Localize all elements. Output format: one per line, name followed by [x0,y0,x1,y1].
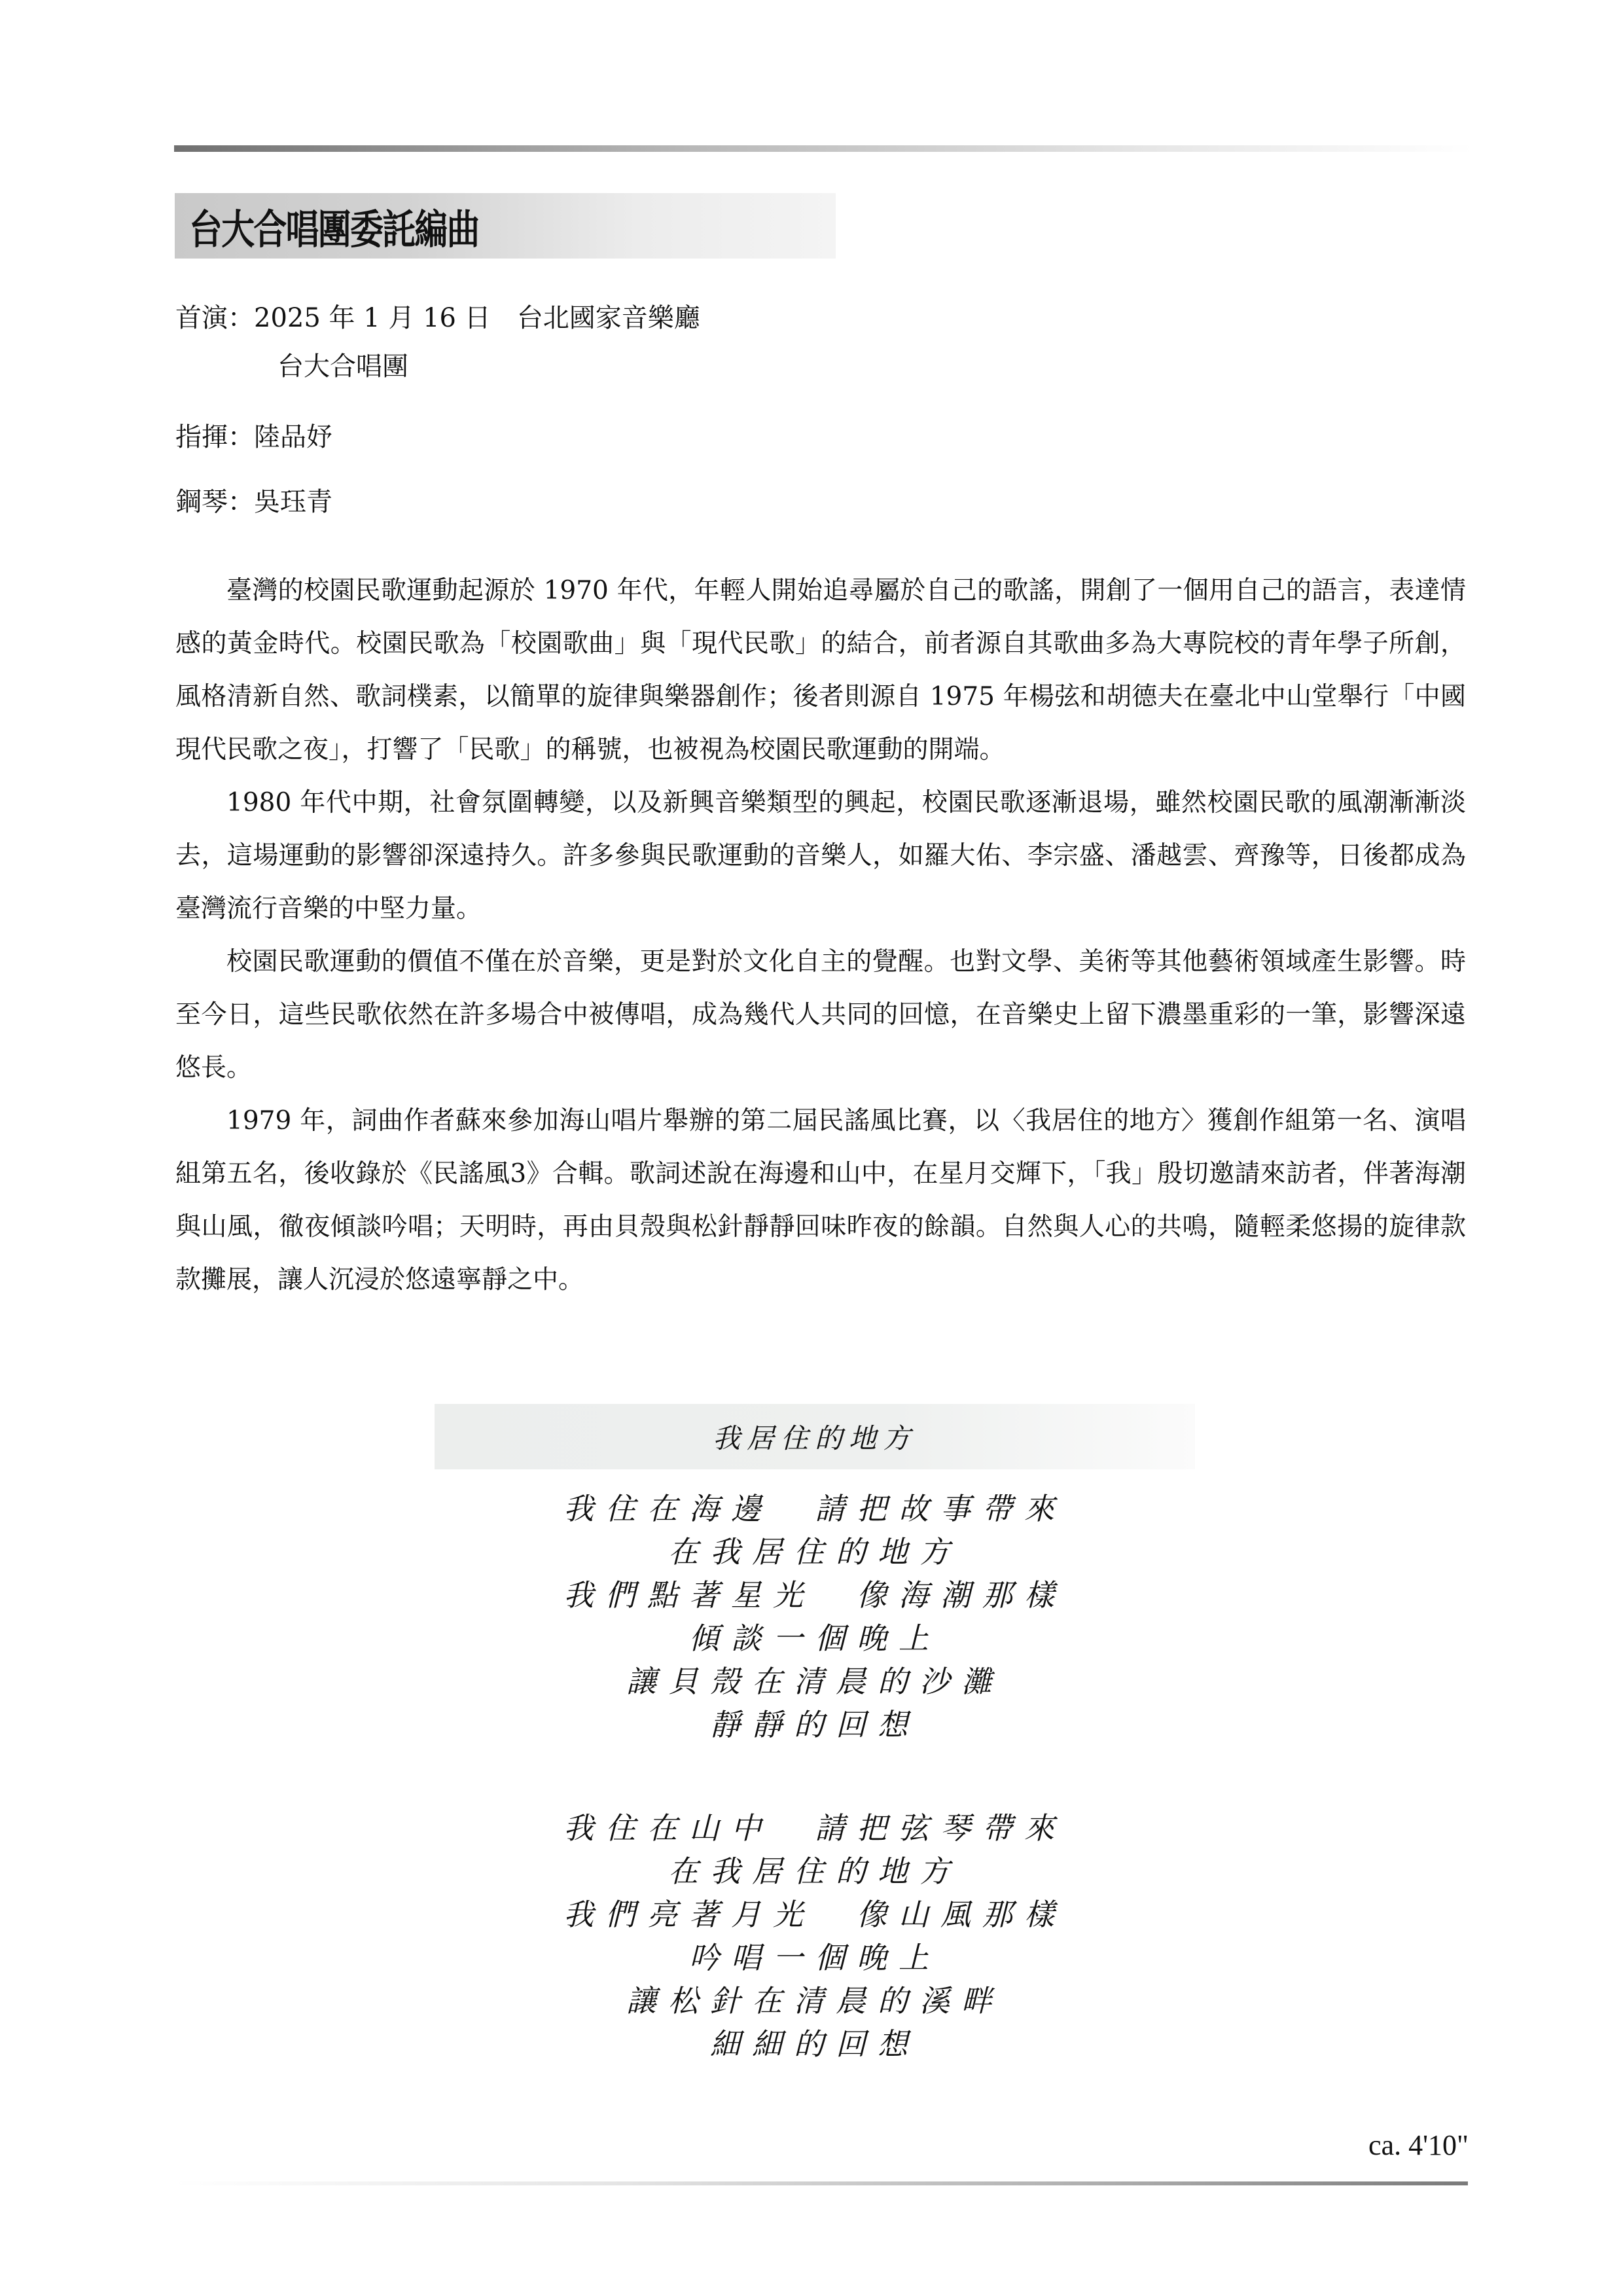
lyric-line: 我們點著星光 像海潮那樣 [563,1577,1066,1613]
premiere-info [175,305,700,331]
conductor-info [175,424,332,450]
duration-label: ca. 4'10" [1368,2129,1469,2161]
lyric-line: 在我居住的地方 [668,1534,961,1570]
conductor-label: 指揮： [175,422,254,452]
lyric-line: 讓松針在清晨的溪畔 [626,1983,1003,2018]
lyric-line: 吟唱一個晚上 [689,1940,940,1975]
paragraph: 1980 年代中期，社會氛圍轉變，以及新興音樂類型的興起，校園民歌逐漸退場，雖然校園民歌的風潮漸漸淡去，這場運動的影響卻深遠持久。許多參與民歌運動的音樂人，如羅大佑、李宗盛、潘越雲、齊豫等，日後都成為臺灣流行音樂的中堅力量。 [175,788,1466,924]
premiere-label: 首演： [175,303,254,333]
piano-label: 鋼琴： [175,487,254,517]
lyrics-stanza-1 [435,1487,1195,1746]
lyric-line: 我住在山中 請把弦琴帶來 [563,1810,1066,1846]
lyrics-title: 我居住的地方 [712,1422,917,1454]
lyric-line: 在我居住的地方 [668,1854,961,1889]
lyric-line: 細細的回想 [710,2026,919,2062]
lyric-line: 傾談一個晚上 [689,1621,940,1656]
lyrics-stanza-2 [435,1806,1195,2066]
top-divider-rule [174,145,1473,152]
premiere-date-venue: 2025 年 1 月 16 日 台北國家音樂廳 [254,303,700,333]
lyric-line: 我住在海邊 請把故事帶來 [563,1491,1066,1526]
lyric-line: 讓貝殼在清晨的沙灘 [626,1664,1003,1699]
pianist-name: 吳珏青 [254,487,332,517]
paragraph: 臺灣的校園民歌運動起源於 1970 年代，年輕人開始追尋屬於自己的歌謠，開創了一個用自己的語言，表達情感的黃金時代。校園民歌為「校園歌曲」與「現代民歌」的結合，前者源自其歌曲多為大專院校的青年學子所創，風格清新自然、歌詞樸素，以簡單的旋律與樂器創作；後者則源自 1975 年楊弦和胡德夫在臺北中山堂舉行「中國現代民歌之夜」，打響了「民歌」的稱號，也被視為校園民歌運動的開端。 [175,576,1466,764]
lyric-line: 靜靜的回想 [710,1707,919,1742]
piano-info [175,489,332,515]
conductor-name: 陸品妤 [254,422,332,452]
premiere-performer: 台大合唱團 [277,351,408,382]
page-title-banner [175,193,836,259]
program-notes [175,564,1466,1306]
lyric-line: 我們亮著月光 像山風那樣 [563,1897,1066,1932]
page-title: 台大合唱團委託編曲 [189,205,479,253]
bottom-divider-rule [174,2181,1468,2185]
lyrics-title-banner [435,1404,1195,1469]
paragraph: 1979 年，詞曲作者蘇來參加海山唱片舉辦的第二屆民謠風比賽，以〈我居住的地方〉獲創作組第一名、演唱組第五名，後收錄於《民謠風3》合輯。歌詞述說在海邊和山中，在星月交輝下，「我」殷切邀請來訪者，伴著海潮與山風，徹夜傾談吟唱；天明時，再由貝殼與松針靜靜回味昨夜的餘韻。自然與人心的共鳴，隨輕柔悠揚的旋律款款攤展，讓人沉浸於悠遠寧靜之中。 [175,1106,1466,1295]
paragraph: 校園民歌運動的價值不僅在於音樂，更是對於文化自主的覺醒。也對文學、美術等其他藝術領域產生影響。時至今日，這些民歌依然在許多場合中被傳唱，成為幾代人共同的回憶，在音樂史上留下濃墨重彩的一筆，影響深遠悠長。 [175,947,1466,1083]
